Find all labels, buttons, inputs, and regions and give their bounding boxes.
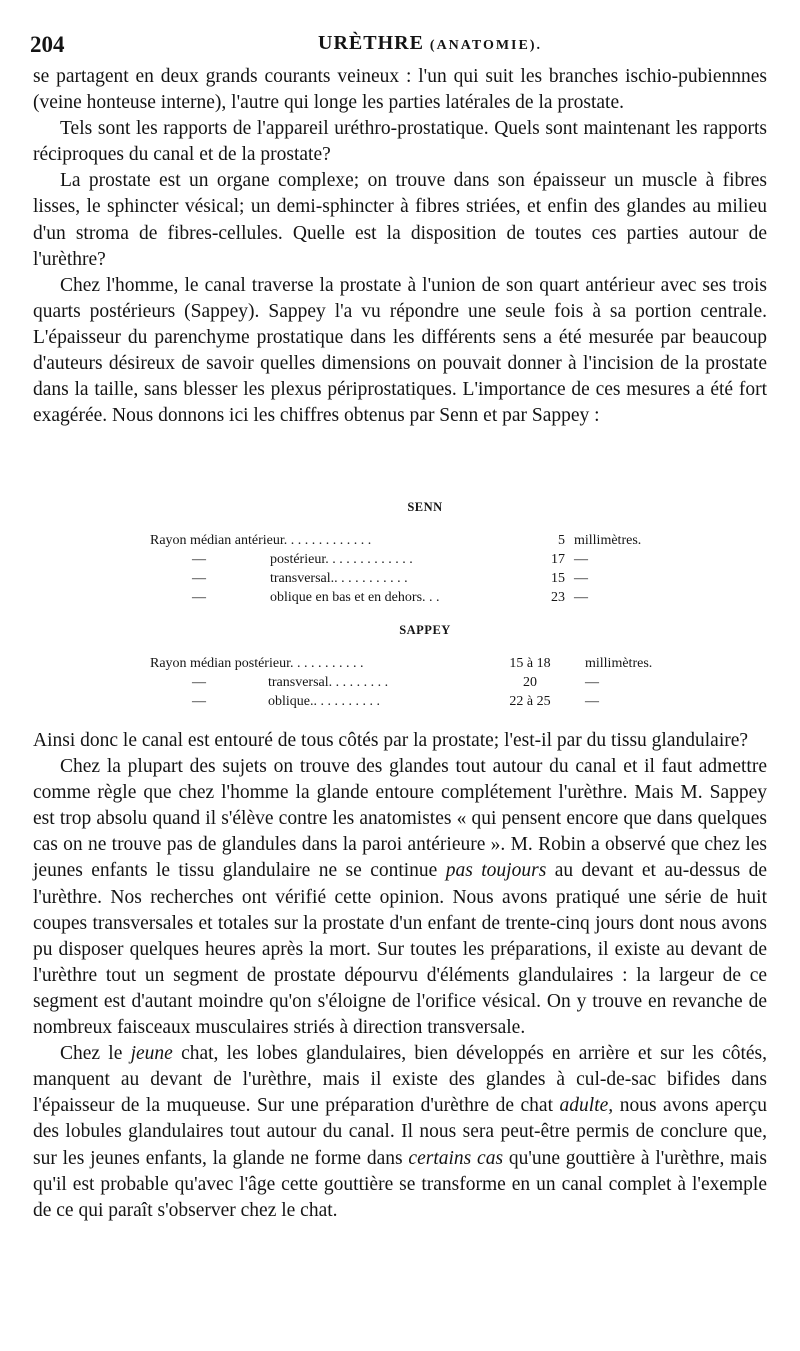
row-value: 23 <box>551 590 565 605</box>
row-label: oblique.. . . . . . . . . . <box>268 694 380 709</box>
row-unit: — <box>574 590 588 605</box>
row-label: postérieur. . . . . . . . . . . . . <box>270 552 413 567</box>
row-unit: millimètres. <box>574 533 642 548</box>
table-senn <box>150 531 670 607</box>
ditto-dash: — <box>192 571 206 586</box>
row-unit: — <box>585 694 599 709</box>
text-run: Chez la plupart des sujets on trouve des glandes tout autour du canal et il faut admettre comme règle que chez l'homme la glande entoure complétement l'urèthre. Mais M. Sappey est trop absolu quand il s'élève contre les anatomistes « qui pensent encore que dans quelques cas on ne trouve pas de glandules dans la paroi antérieure ». M. Robin a observé que chez les jeunes enfants le tissu glandulaire ne se continue <box>33 756 767 882</box>
paragraph: Ainsi donc le canal est entouré de tous côtés par la prostate; l'est-il par du tissu glandulaire? <box>33 730 749 751</box>
paragraph: Chez l'homme, le canal traverse la prostate à l'union de son quart antérieur avec ses trois quarts postérieurs (Sappey). Sappey l'a vu répondre une seule fois à sa portion centrale. L'épaisseur du parenchyme prostatique dans les différents sens a été mesurée par beaucoup d'auteurs désireux de savoir quelles dimensions on pouvait donner à l'incision de la prostate dans la taille, sans blesser les plexus périprostatiques. L'importance de ces mesures a été fort exagérée. Nous donnons ici les chiffres obtenus par Senn et par Sappey : <box>33 274 767 427</box>
table-row <box>150 673 670 692</box>
ditto-dash: — <box>192 590 206 605</box>
table-row <box>150 531 670 550</box>
paragraph <box>33 1041 767 1224</box>
text-run: qu'une gouttière à l'urèthre, mais qu'il est probable qu'avec l'âge cette gouttière se transforme en un canal complet à l'exemple de ce qui paraît s'observer chez le chat. <box>33 1147 768 1221</box>
emphasis-text: jeune <box>130 1043 173 1065</box>
emphasis-text: adulte, <box>559 1095 614 1117</box>
row-label: Rayon médian postérieur. . . . . . . . . . . <box>150 656 364 671</box>
text-run: Chez le <box>60 1043 123 1065</box>
page-number: 204 <box>30 32 65 57</box>
row-unit: — <box>585 675 599 690</box>
ditto-dash: — <box>192 694 206 709</box>
table-row <box>150 654 670 673</box>
row-value: 17 <box>551 552 565 567</box>
paragraph: Tels sont les rapports de l'appareil uréthro-prostatique. Quels sont maintenant les rapports réciproques du canal et de la prostate? <box>33 118 767 166</box>
text-run: chat, les lobes glandulaires, bien développés en arrière et sur les côtés, manquent au devant de l'urèthre, mais il existe des glandes à cul-de-sac bifides dans l'épaisseur de la muqueuse. Sur une préparation d'urèthre de chat <box>33 1043 768 1117</box>
table-title-senn: SENN <box>407 500 443 514</box>
table-row <box>150 692 670 711</box>
running-title-main: URÈTHRE <box>318 32 424 54</box>
table-row <box>150 588 670 607</box>
row-unit: — <box>574 571 588 586</box>
emphasis-text: pas toujours <box>445 860 547 882</box>
row-value: 15 <box>551 571 565 586</box>
row-unit: — <box>574 552 588 567</box>
row-label: transversal.. . . . . . . . . . . <box>270 571 408 586</box>
text-run: au devant et au-dessus de l'urèthre. Nos recherches ont vérifié cette opinion. Nous avons pratiqué une série de huit coupes transversales et totales sur la prostate d'un enfant de trente-cinq jours dont nous avons pu disposer quelques heures après la mort. Sur toutes les préparations, il existe au devant de l'urèthre tout un segment de prostate dépourvu d'éléments glandulaires : la largeur de ce segment est d'autant moindre qu'on s'éloigne de l'orifice vésical. On y trouve en revanche de nombreux faisceaux musculaires striés à direction transversale. <box>33 860 768 1039</box>
row-label: oblique en bas et en dehors. . . <box>270 590 440 605</box>
table-title-sappey: SAPPEY <box>399 623 451 637</box>
row-value: 20 <box>523 675 537 690</box>
text-run: nous avons aperçu des lobules glandulaires tout autour du canal. Il nous sera peut-être permis de conclure que, sur les jeunes enfants, la glande ne forme dans <box>33 1095 768 1169</box>
page-header <box>30 30 770 60</box>
paragraph: La prostate est un organe complexe; on trouve dans son épaisseur un muscle à fibres lisses, le sphincter vésical; un demi-sphincter à fibres striées, et enfin des glandes au milieu d'un stroma de fibres-cellules. Quelle est la disposition de toutes ces parties autour de l'urèthre? <box>33 170 767 270</box>
running-title <box>318 32 542 55</box>
row-value: 15 à 18 <box>509 656 551 671</box>
row-value: 5 <box>558 533 565 548</box>
body-text-bottom <box>33 728 767 1224</box>
measurement-tables <box>150 498 670 711</box>
paragraph-continuation: se partagent en deux grands courants veineux : l'un qui suit les branches ischio-pubiennnes (veine honteuse interne), l'autre qui longe les parties latérales de la prostate. <box>33 66 767 114</box>
emphasis-text: certains cas <box>408 1147 504 1169</box>
row-value: 22 à 25 <box>509 694 551 709</box>
body-text-top <box>33 64 767 429</box>
table-row <box>150 569 670 588</box>
ditto-dash: — <box>192 552 206 567</box>
row-label: transversal. . . . . . . . . <box>268 675 389 690</box>
paragraph <box>33 754 767 1041</box>
table-sappey <box>150 654 670 711</box>
row-unit: millimètres. <box>585 656 653 671</box>
table-row <box>150 550 670 569</box>
row-label: Rayon médian antérieur. . . . . . . . . . . . . <box>150 533 372 548</box>
ditto-dash: — <box>192 675 206 690</box>
running-title-subtitle: (ANATOMIE). <box>429 38 542 53</box>
